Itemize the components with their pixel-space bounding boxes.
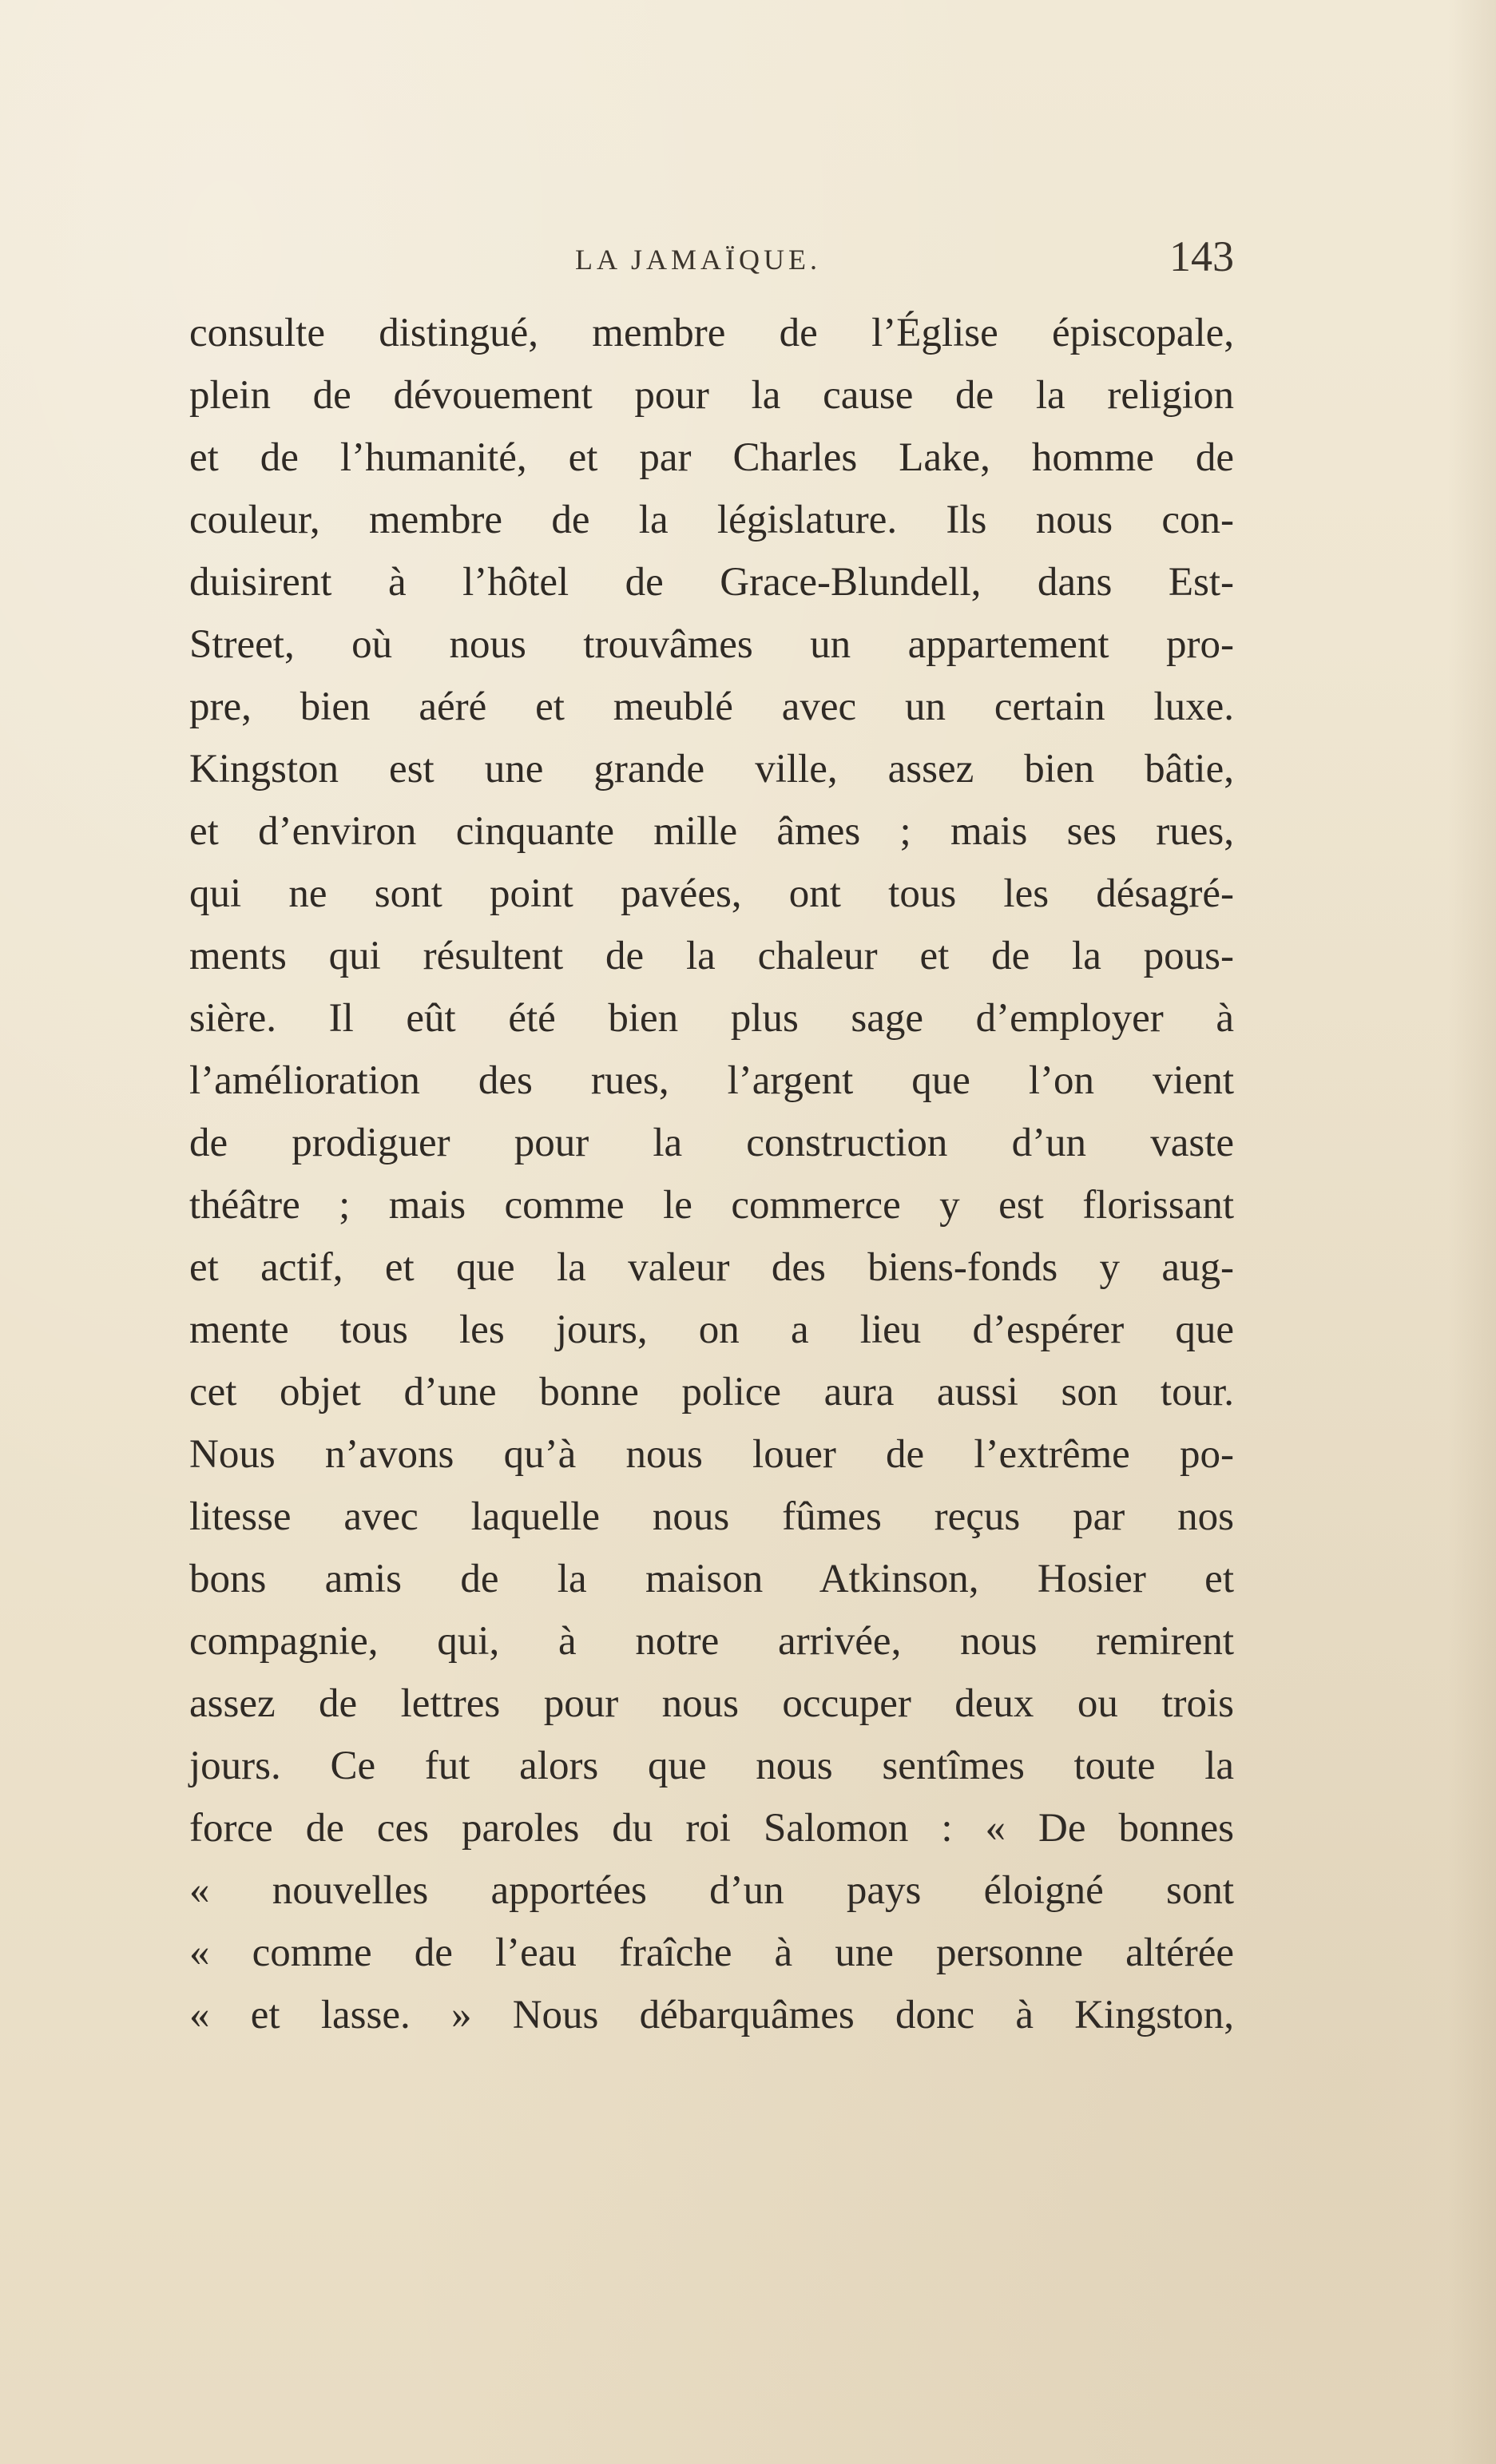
text-line: sière. Il eût été bien plus sage d’employer à	[189, 996, 1234, 1041]
text-line: « comme de l’eau fraîche à une personne altérée	[189, 1930, 1234, 1975]
page-number: 143	[1169, 232, 1234, 280]
text-line: bons amis de la maison Atkinson, Hosier et	[189, 1557, 1234, 1601]
text-line: qui ne sont point pavées, ont tous les désagré-	[189, 871, 1234, 916]
text-line: et de l’humanité, et par Charles Lake, homme de	[189, 435, 1234, 480]
text-line: ments qui résultent de la chaleur et de la pous-	[189, 934, 1234, 978]
text-line: « et lasse. » Nous débarquâmes donc à Kingston,	[189, 1993, 1234, 2037]
text-line: « nouvelles apportées d’un pays éloigné sont	[189, 1868, 1234, 1913]
text-line: consulte distingué, membre de l’Église épiscopale,	[189, 311, 1234, 355]
text-line: compagnie, qui, à notre arrivée, nous remirent	[189, 1619, 1234, 1664]
text-line: plein de dévouement pour la cause de la religion	[189, 373, 1234, 418]
text-line: Street, où nous trouvâmes un appartement pro-	[189, 622, 1234, 667]
text-line: litesse avec laquelle nous fûmes reçus par nos	[189, 1494, 1234, 1539]
text-line: force de ces paroles du roi Salomon : « De bonnes	[189, 1806, 1234, 1851]
body-text	[189, 302, 1234, 2046]
text-line: couleur, membre de la législature. Ils nous con-	[189, 498, 1234, 542]
text-line: théâtre ; mais comme le commerce y est florissant	[189, 1183, 1234, 1228]
text-line: pre, bien aéré et meublé avec un certain luxe.	[189, 684, 1234, 729]
text-line: Kingston est une grande ville, assez bien bâtie,	[189, 747, 1234, 792]
text-line: duisirent à l’hôtel de Grace-Blundell, dans Est-	[189, 560, 1234, 605]
text-line: Nous n’avons qu’à nous louer de l’extrême po-	[189, 1432, 1234, 1477]
text-line: assez de lettres pour nous occuper deux ou trois	[189, 1681, 1234, 1726]
running-title: LA JAMAÏQUE.	[575, 244, 821, 276]
text-line: et d’environ cinquante mille âmes ; mais ses rues,	[189, 809, 1234, 854]
text-line: cet objet d’une bonne police aura aussi son tour.	[189, 1370, 1234, 1415]
text-line: et actif, et que la valeur des biens-fonds y aug-	[189, 1245, 1234, 1290]
text-line: jours. Ce fut alors que nous sentîmes toute la	[189, 1744, 1234, 1788]
text-line: de prodiguer pour la construction d’un vaste	[189, 1121, 1234, 1165]
page-header	[188, 232, 1234, 296]
text-line: l’amélioration des rues, l’argent que l’on vient	[189, 1058, 1234, 1103]
text-line: mente tous les jours, on a lieu d’espérer que	[189, 1307, 1234, 1352]
